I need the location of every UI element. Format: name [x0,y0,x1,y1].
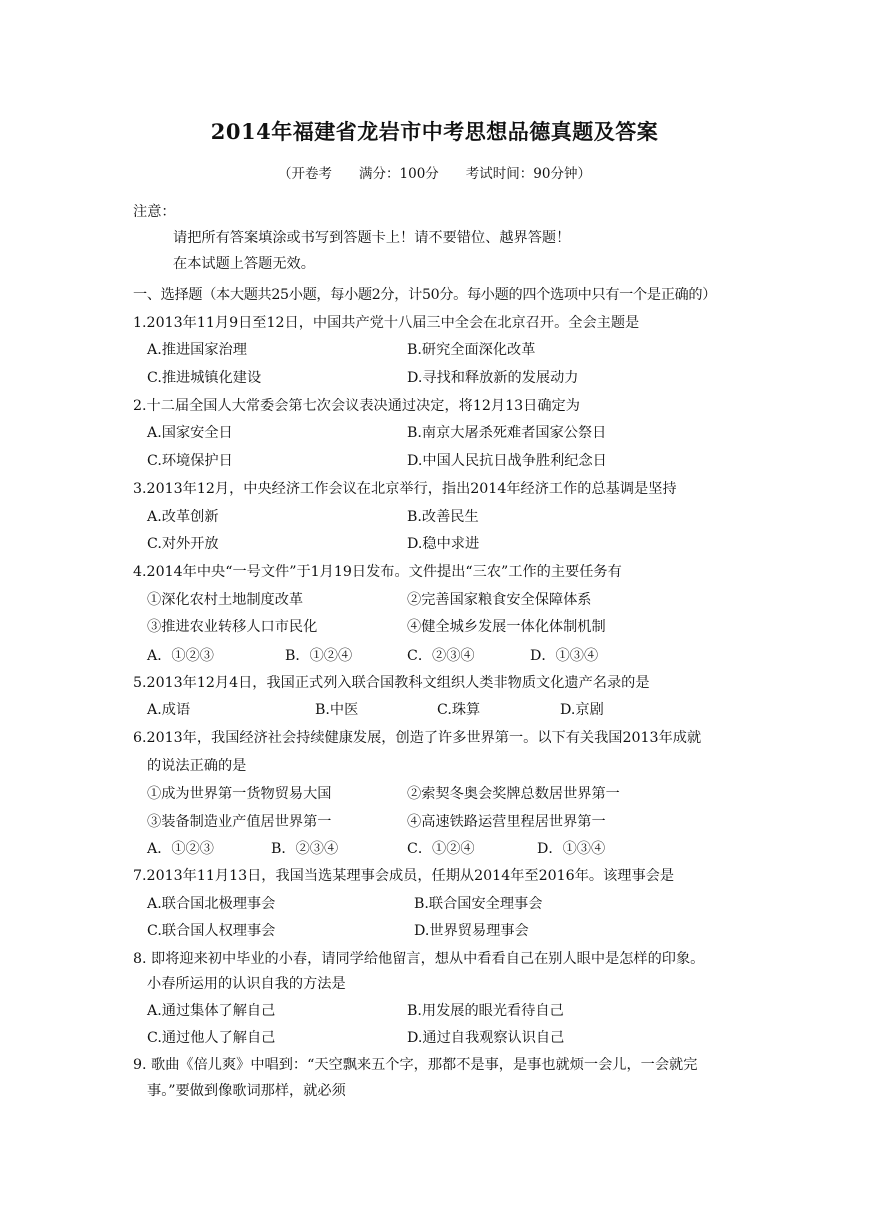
option-b: B.南京大屠杀死难者国家公祭日 [407,425,607,441]
question-stem: 1.2013年11月9日至12日，中国共产党十八届三中全会在北京召开。全会主题是 [133,315,640,331]
option-c: C.环境保护日 [147,453,233,469]
question-stem: 5.2013年12月4日，我国正式列入联合国教科文组织人类非物质文化遗产名录的是 [133,675,650,691]
statement-item: ①成为世界第一货物贸易大国 [147,786,332,802]
option-c: C.对外开放 [147,536,219,552]
exam-title: 2014年福建省龙岩市中考思想品德真题及答案 [210,119,659,144]
question-stem-cont: 小春所运用的认识自我的方法是 [147,976,346,992]
question-stem: 8. 即将迎来初中毕业的小春，请同学给他留言，想从中看看自己在别人眼中是怎样的印象。 [133,951,705,967]
question-stem: 7.2013年11月13日，我国当选某理事会成员，任期从2014年至2016年。该理事会是 [133,868,675,884]
option-d: D.稳中求进 [407,536,480,552]
statement-item: ②索契冬奥会奖牌总数居世界第一 [407,786,620,802]
option-a: A.推进国家治理 [147,342,247,358]
option-a: A．①②③ [147,841,214,857]
option-a: A.改革创新 [147,509,219,525]
option-b: B.中医 [315,702,359,718]
option-c: C.珠算 [437,702,481,718]
option-a: A.联合国北极理事会 [147,896,276,912]
statement-item: ③推进农业转移人口市民化 [147,619,318,635]
option-d: D．①③④ [537,841,606,857]
option-b: B.研究全面深化改革 [407,342,536,358]
option-d: D.世界贸易理事会 [414,923,529,939]
notice-label: 注意： [133,204,176,220]
option-a: A．①②③ [147,648,214,664]
statement-item: ④高速铁路运营里程居世界第一 [407,814,606,830]
exam-subtitle: （开卷考 满分：100分 考试时间：90分钟） [278,166,591,182]
statement-item: ③装备制造业产值居世界第一 [147,814,332,830]
option-b: B.用发展的眼光看待自己 [407,1003,564,1019]
question-stem: 4.2014年中央“一号文件”于1月19日发布。文件提出“三农”工作的主要任务有 [133,564,622,580]
option-d: D.京剧 [560,702,604,718]
question-stem: 3.2013年12月，中央经济工作会议在北京举行，指出2014年经济工作的总基调是坚持 [133,481,677,497]
option-b: B．②③④ [271,841,339,857]
option-c: C．①②④ [407,841,475,857]
option-a: A.通过集体了解自己 [147,1003,276,1019]
option-b: B.改善民生 [407,509,479,525]
question-stem: 9. 歌曲《倍儿爽》中唱到：“天空飘来五个字，那都不是事，是事也就烦一会儿，一会就完 [133,1057,698,1073]
statement-item: ④健全城乡发展一体化体制机制 [407,619,606,635]
statement-item: ①深化农村土地制度改革 [147,592,304,608]
section-heading: 一、选择题（本大题共25小题，每小题2分，计50分。每小题的四个选项中只有一个是正确的） [133,287,717,303]
option-d: D.通过自我观察认识自己 [407,1030,565,1046]
question-stem-cont: 事。”要做到像歌词那样，就必须 [147,1083,346,1099]
notice-line: 在本试题上答题无效。 [173,256,315,272]
option-c: C.联合国人权理事会 [147,923,276,939]
question-stem: 6.2013年，我国经济社会持续健康发展，创造了许多世界第一。以下有关我国2013年成就 [133,730,702,746]
option-d: D．①③④ [530,648,599,664]
notice-line: 请把所有答案填涂或书写到答题卡上！请不要错位、越界答题！ [173,230,571,246]
question-stem: 2.十二届全国人大常委会第七次会议表决通过决定，将12月13日确定为 [133,398,580,414]
option-c: C．②③④ [407,648,475,664]
option-d: D.中国人民抗日战争胜利纪念日 [407,453,607,469]
option-a: A.成语 [147,702,191,718]
option-b: B.联合国安全理事会 [414,896,543,912]
option-d: D.寻找和释放新的发展动力 [407,370,579,386]
question-stem-cont: 的说法正确的是 [147,758,247,774]
option-c: C.通过他人了解自己 [147,1030,276,1046]
option-b: B．①②④ [285,648,353,664]
option-a: A.国家安全日 [147,425,233,441]
statement-item: ②完善国家粮食安全保障体系 [407,592,592,608]
option-c: C.推进城镇化建设 [147,370,262,386]
